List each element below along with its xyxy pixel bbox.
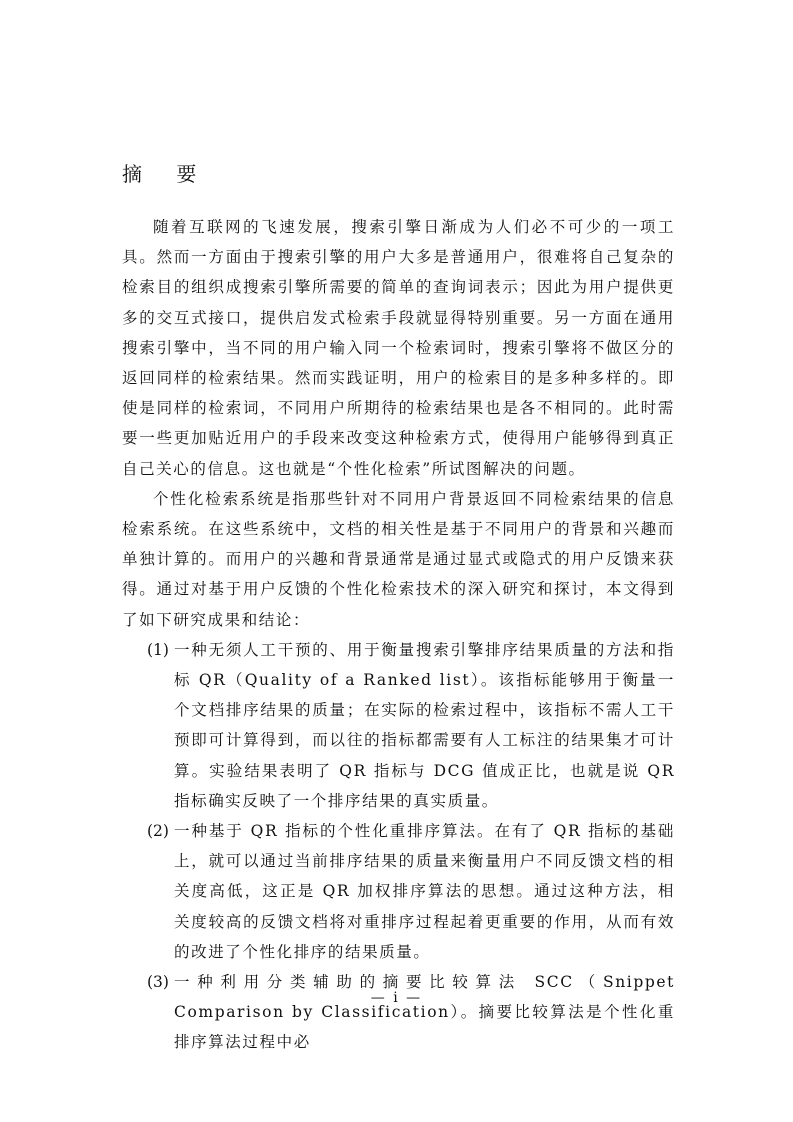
finding-text: 一种利用分类辅助的摘要比较算法 SCC（Snippet Comparison by Classification）。摘要比较算法是个性化重排序算法过程中必 [174,973,675,1052]
paragraph-2: 个性化检索系统是指那些针对不同用户背景返回不同检索结果的信息检索系统。在这些系统中，文档的相关性是基于不同用户的背景和兴趣而单独计算的。而用户的兴趣和背景通常是通过显式或隐式的用户反馈来获得。通过对基于用户反馈的个性化检索技术的深入研究和探讨，本文得到了如下研究成果和结论： [122,489,675,629]
finding-item [122,816,675,967]
finding-item [122,967,675,1058]
abstract-body [122,212,675,1058]
finding-item [122,635,675,816]
finding-number: (2) [147,822,169,841]
finding-number: (1) [147,640,169,659]
page-number: — i — [370,990,423,1006]
paragraph-1: 随着互联网的飞速发展，搜索引擎日渐成为人们必不可少的一项工具。然而一方面由于搜索引擎的用户大多是普通用户，很难将自己复杂的检索目的组织成搜索引擎所需要的简单的查询词表示；因此为用户提供更多的交互式接口，提供启发式检索手段就显得特别重要。另一方面在通用搜索引擎中，当不同的用户输入同一个检索词时，搜索引擎将不做区分的返回同样的检索结果。然而实践证明，用户的检索目的是多种多样的。即使是同样的检索词，不同用户所期待的检索结果也是各不相同的。此时需要一些更加贴近用户的手段来改变这种检索方式，使得用户能够得到真正自己关心的信息。这也就是“个性化检索”所试图解决的问题。 [122,218,675,478]
finding-text: 一种基于 QR 指标的个性化重排序算法。在有了 QR 指标的基础上，就可以通过当前排序结果的质量来衡量用户不同反馈文档的相关度高低，这正是 QR 加权排序算法的思想。通过这种方法，相关度较高的反馈文档将对重排序过程起着更重要的作用，从而有效的改进了个性化排序的结果质量。 [174,822,675,961]
finding-number: (3) [147,973,169,992]
abstract-heading: 摘 要 [122,162,211,186]
finding-text: 一种无须人工干预的、用于衡量搜索引擎排序结果质量的方法和指标 QR（Quality of a Ranked list）。该指标能够用于衡量一个文档排序结果的质量；在实际的检索过程中，该指标不需人工干预即可计算得到，而以往的指标都需要有人工标注的结果集才可计算。实验结果表明了 QR 指标与 DCG 值成正比，也就是说 QR 指标确实反映了一个排序结果的真实质量。 [174,640,675,810]
